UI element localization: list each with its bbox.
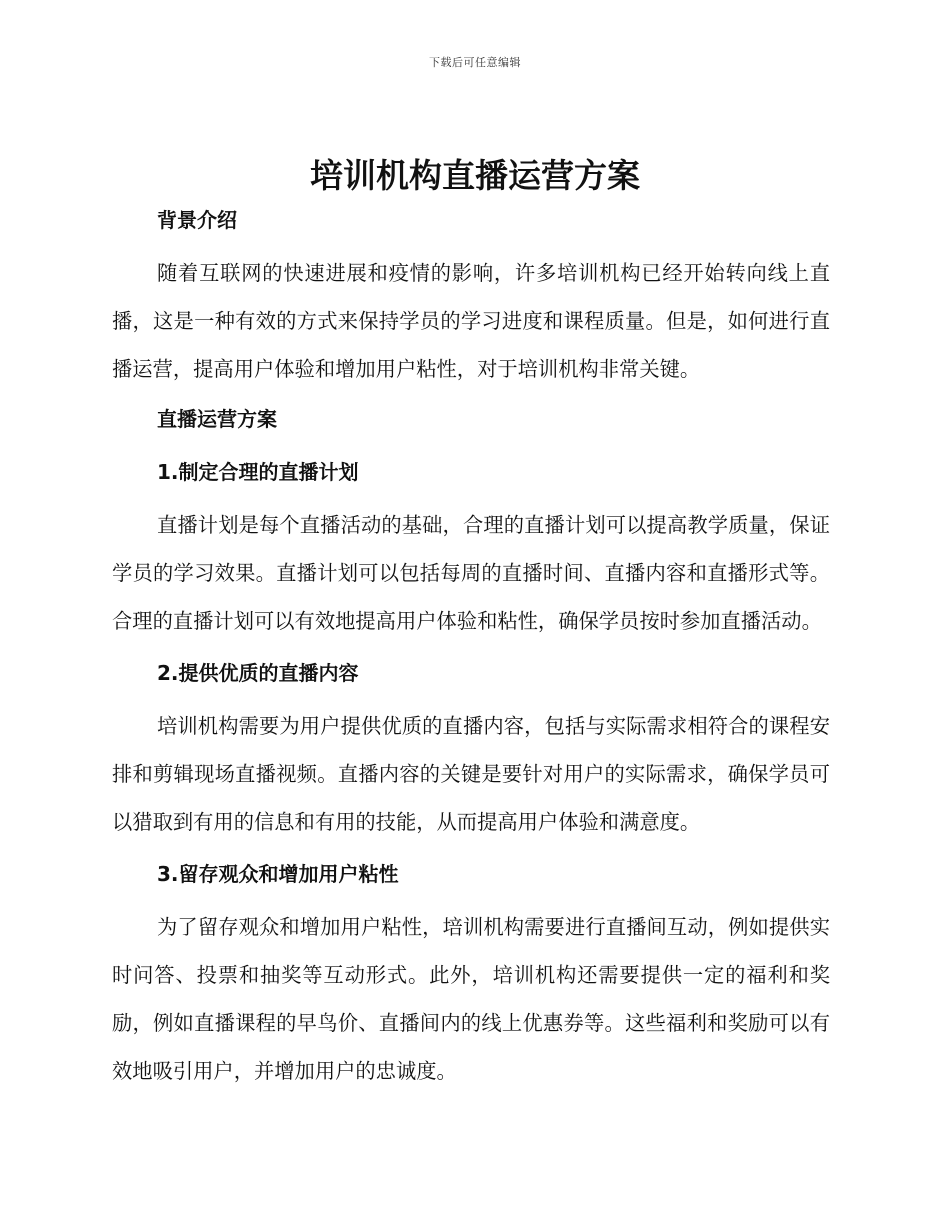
subsection-heading-3: 3.留存观众和增加用户粘性 (157, 862, 399, 886)
paragraph-1: 直播计划是每个直播活动的基础，合理的直播计划可以提高教学质量，保证学员的学习效果。直播计划可以包括每周的直播时间、直播内容和直播形式等。合理的直播计划可以有效地提高用户体验和粘性，确保学员按时参加直播活动。 (112, 513, 830, 633)
section-heading-background: 背景介绍 (157, 208, 237, 232)
header-note: 下载后可任意编辑 (429, 56, 521, 69)
paragraph-3: 为了留存观众和增加用户粘性，培训机构需要进行直播间互动，例如提供实时问答、投票和抽奖等互动形式。此外，培训机构还需要提供一定的福利和奖励，例如直播课程的早鸟价、直播间内的线上优惠券等。这些福利和奖励可以有效地吸引用户，并增加用户的忠诚度。 (112, 915, 830, 1083)
paragraph-2: 培训机构需要为用户提供优质的直播内容，包括与实际需求相符合的课程安排和剪辑现场直播视频。直播内容的关键是要针对用户的实际需求，确保学员可以猎取到有用的信息和有用的技能，从而提高用户体验和满意度。 (112, 714, 830, 834)
subsection-heading-1: 1.制定合理的直播计划 (157, 460, 359, 484)
subsection-heading-2: 2.提供优质的直播内容 (157, 661, 359, 685)
paragraph-background: 随着互联网的快速进展和疫情的影响，许多培训机构已经开始转向线上直播，这是一种有效的方式来保持学员的学习进度和课程质量。但是，如何进行直播运营，提高用户体验和增加用户粘性，对于培训机构非常关键。 (112, 261, 830, 381)
document-body (112, 200, 830, 1095)
document-title: 培训机构直播运营方案 (310, 156, 640, 195)
section-heading-plan: 直播运营方案 (157, 407, 277, 431)
